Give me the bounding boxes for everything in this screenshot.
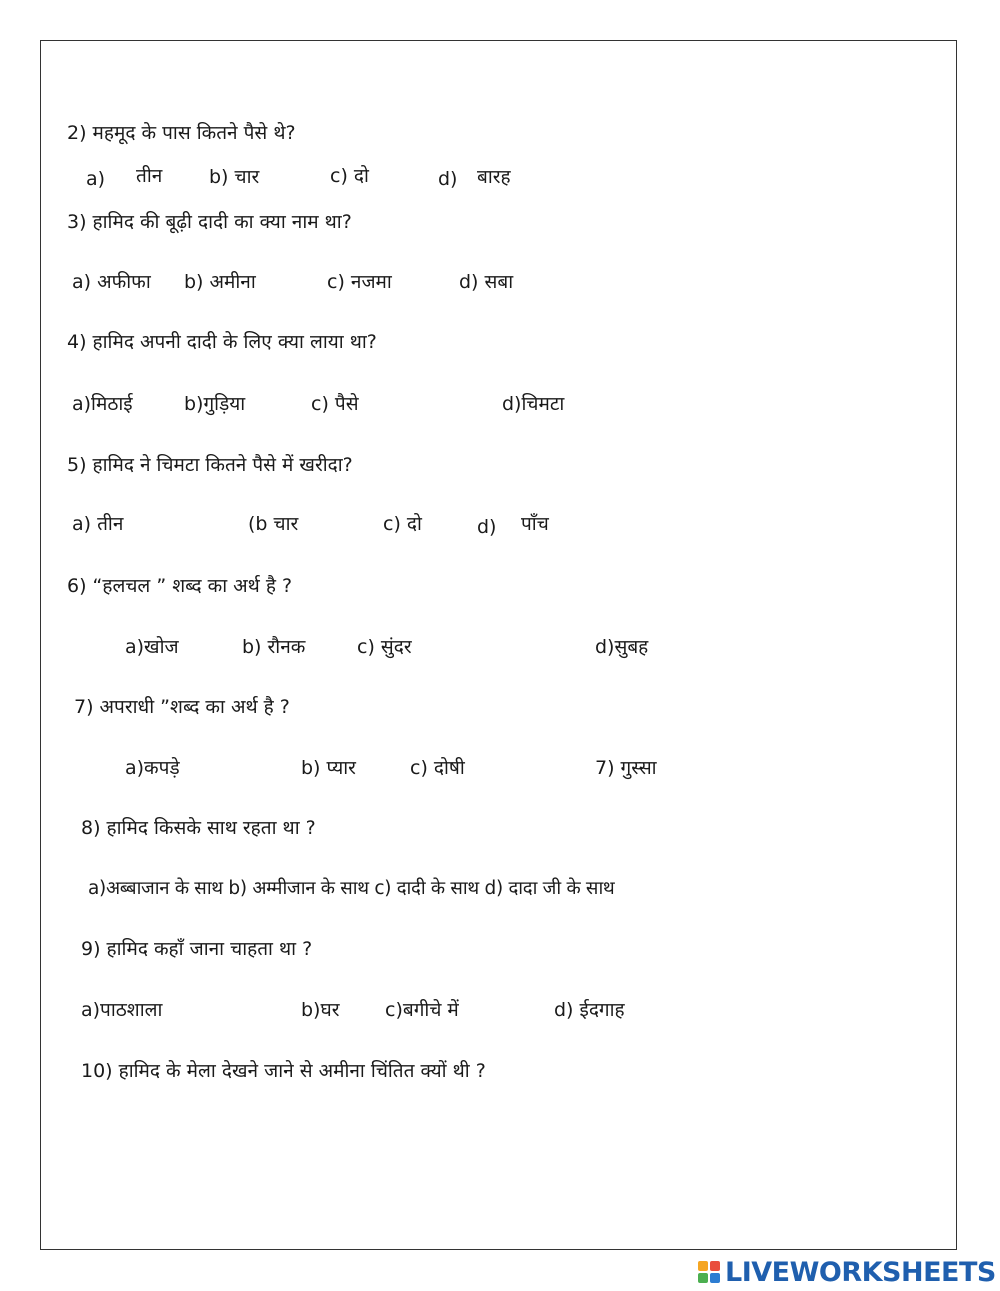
question-9: 9) हामिद कहाँ जाना चाहता था ?	[81, 938, 313, 960]
q2-option-d-label: d)	[438, 168, 458, 190]
q5-option-d-label: d)	[477, 516, 497, 538]
q5-option-a: a) तीन	[72, 513, 124, 535]
question-5: 5) हामिद ने चिमटा कितने पैसे में खरीदा?	[67, 454, 353, 476]
q5-option-b: (b चार	[248, 513, 299, 535]
q4-option-b: b)गुड़िया	[184, 393, 246, 415]
q8-options: a)अब्बाजान के साथ b) अम्मीजान के साथ c) दादी के साथ d) दादा जी के साथ	[88, 878, 615, 899]
q4-option-d: d)चिमटा	[502, 393, 565, 415]
q7-option-c: c) दोषी	[410, 757, 465, 779]
q2-option-a-text: तीन	[136, 165, 163, 187]
liveworksheets-brand	[698, 1258, 996, 1286]
q3-option-a: a) अफीफा	[72, 271, 151, 293]
liveworksheets-logo-icon	[698, 1261, 720, 1283]
q2-option-b: b) चार	[209, 166, 260, 188]
question-8: 8) हामिद किसके साथ रहता था ?	[81, 817, 316, 839]
q9-option-c: c)बगीचे में	[385, 999, 459, 1021]
q9-option-b: b)घर	[301, 999, 340, 1021]
question-7: 7) अपराधी ”शब्द का अर्थ है ?	[74, 696, 290, 718]
q3-option-d: d) सबा	[459, 271, 514, 293]
q7-option-a: a)कपड़े	[125, 757, 180, 779]
question-6: 6) “हलचल ” शब्द का अर्थ है ?	[67, 575, 293, 597]
q5-option-c: c) दो	[383, 513, 422, 535]
question-10: 10) हामिद के मेला देखने जाने से अमीना चिंतित क्यों थी ?	[81, 1060, 486, 1082]
q4-option-c: c) पैसे	[311, 393, 359, 415]
q7-option-d: 7) गुस्सा	[595, 757, 657, 779]
q4-option-a: a)मिठाई	[72, 393, 133, 415]
q2-option-c: c) दो	[330, 165, 369, 187]
question-2: 2) महमूद के पास कितने पैसे थे?	[67, 122, 296, 144]
q6-option-c: c) सुंदर	[357, 636, 412, 658]
question-4: 4) हामिद अपनी दादी के लिए क्या लाया था?	[67, 331, 377, 353]
q6-option-b: b) रौनक	[242, 636, 306, 658]
brand-name: LIVEWORKSHEETS	[725, 1256, 996, 1288]
q7-option-b: b) प्यार	[301, 757, 356, 779]
q5-option-d-text: पाँच	[521, 513, 549, 535]
q6-option-d: d)सुबह	[595, 636, 649, 658]
question-3: 3) हामिद की बूढ़ी दादी का क्या नाम था?	[67, 211, 352, 233]
q3-option-c: c) नजमा	[327, 271, 392, 293]
q6-option-a: a)खोज	[125, 636, 179, 658]
q2-option-d-text: बारह	[477, 166, 511, 188]
q9-option-a: a)पाठशाला	[81, 999, 163, 1021]
q2-option-a-label: a)	[86, 168, 106, 190]
q9-option-d: d) ईदगाह	[554, 999, 625, 1021]
q3-option-b: b) अमीना	[184, 271, 256, 293]
